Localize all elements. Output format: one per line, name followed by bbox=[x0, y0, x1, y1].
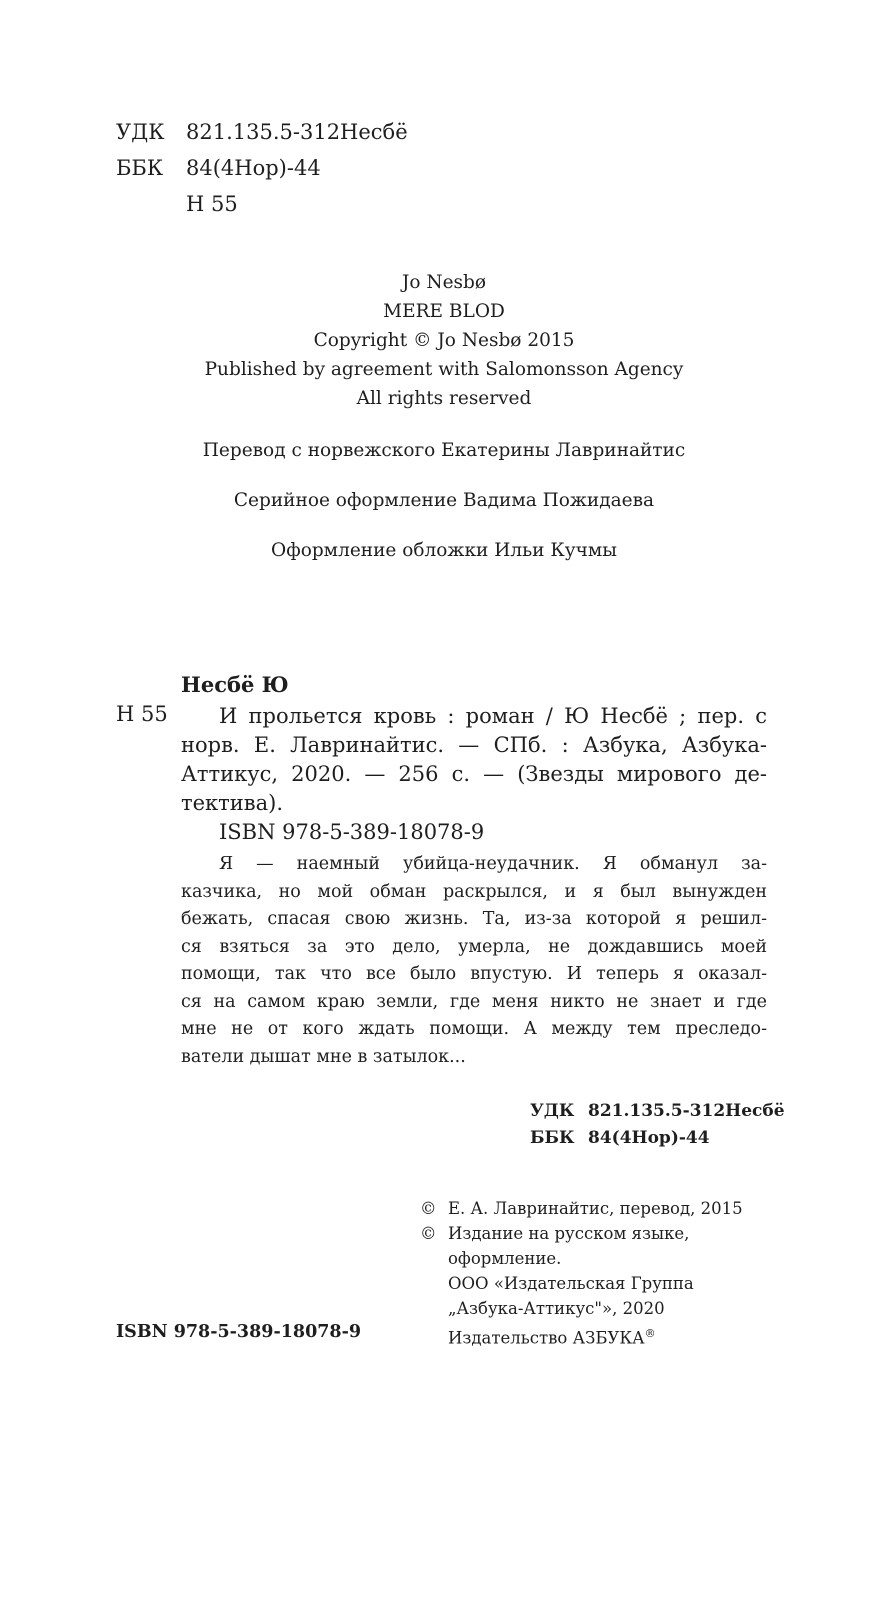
annotation-line: ватели дышат мне в затылок... bbox=[181, 1046, 466, 1067]
catalog-isbn: ISBN 978-5-389-18078-9 bbox=[219, 820, 485, 844]
catalog-description-cont bbox=[181, 731, 767, 818]
top-author-sign: Н 55 bbox=[186, 192, 238, 216]
publisher-line-1: ООО «Издательская Группа bbox=[448, 1274, 694, 1293]
top-bbk bbox=[116, 150, 321, 186]
copyright-line: Copyright © Jo Nesbø 2015 bbox=[313, 330, 575, 351]
annotation-line: ся на самом краю земли, где меня никто не знает и где bbox=[181, 991, 767, 1012]
udk-value: 821.135.5-312Несбё bbox=[186, 120, 408, 144]
bbk-label: ББК bbox=[116, 156, 164, 180]
description-line: норв. Е. Лавринайтис. — СПб. : Азбука, Азбука- bbox=[181, 733, 767, 757]
publisher-line-3: Издательство АЗБУКА bbox=[448, 1328, 645, 1348]
annotation-line: помощи, так что все было впустую. И теперь я оказал- bbox=[181, 964, 767, 984]
card-bbk-label: ББК bbox=[530, 1128, 575, 1148]
description-line: тектива). bbox=[181, 791, 283, 815]
agency-line: Published by agreement with Salomonsson Agency bbox=[204, 359, 684, 380]
description-line: И прольется кровь : роман / Ю Несбё ; пер. с bbox=[219, 704, 767, 728]
translation-credit: Перевод с норвежского Екатерины Лавринайтис bbox=[202, 440, 686, 461]
annotation-line: казчика, но мой обман раскрылся, и я был вынужден bbox=[181, 881, 767, 902]
registered-mark: ® bbox=[644, 1327, 656, 1340]
edition-line-2: оформление. bbox=[448, 1249, 562, 1268]
rights-reserved: All rights reserved bbox=[356, 388, 532, 409]
annotation-line: ся взяться за это дело, умерла, не дождавшись моей bbox=[181, 936, 767, 957]
annotation-line: бежать, спасая свою жизнь. Та, из-за которой я решил- bbox=[181, 909, 767, 929]
catalog-description bbox=[219, 702, 767, 731]
annotation-line: мне не от кого ждать помощи. А между тем преследо- bbox=[181, 1019, 767, 1039]
udk-label: УДК bbox=[116, 120, 165, 144]
description-line: Аттикус, 2020. — 256 с. — (Звезды мирового де- bbox=[181, 762, 767, 786]
bbk-value: 84(4Нор)-44 bbox=[186, 156, 321, 180]
bottom-isbn: ISBN 978-5-389-18078-9 bbox=[116, 1322, 362, 1342]
original-author: Jo Nesbø bbox=[401, 272, 487, 293]
publisher-line-2: „Азбука-Аттикус"», 2020 bbox=[448, 1299, 665, 1318]
card-bbk-value: 84(4Нор)-44 bbox=[588, 1128, 710, 1148]
original-title: MERE BLOD bbox=[383, 301, 505, 322]
catalog-heading: Несбё Ю bbox=[181, 672, 289, 697]
series-design-credit: Серийное оформление Вадима Пожидаева bbox=[233, 490, 655, 511]
card-udk-value: 821.135.5-312Несбё bbox=[588, 1101, 785, 1121]
edition-line-1: Издание на русском языке, bbox=[448, 1224, 690, 1243]
card-udk bbox=[530, 1098, 785, 1125]
copyright-symbol: © bbox=[420, 1199, 437, 1218]
top-udk bbox=[116, 114, 408, 150]
cover-design-credit: Оформление обложки Ильи Кучмы bbox=[271, 540, 617, 561]
copyright-block bbox=[420, 1196, 743, 1351]
annotation bbox=[181, 851, 767, 1071]
card-bbk bbox=[530, 1125, 710, 1152]
copyright-symbol: © bbox=[420, 1224, 437, 1243]
translation-copyright: Е. А. Лавринайтис, перевод, 2015 bbox=[448, 1199, 743, 1218]
catalog-sign: Н 55 bbox=[116, 702, 168, 726]
rights-block bbox=[0, 268, 888, 413]
card-udk-label: УДК bbox=[530, 1101, 575, 1121]
annotation-line: Я — наемный убийца-неудачник. Я обманул за- bbox=[219, 854, 767, 874]
